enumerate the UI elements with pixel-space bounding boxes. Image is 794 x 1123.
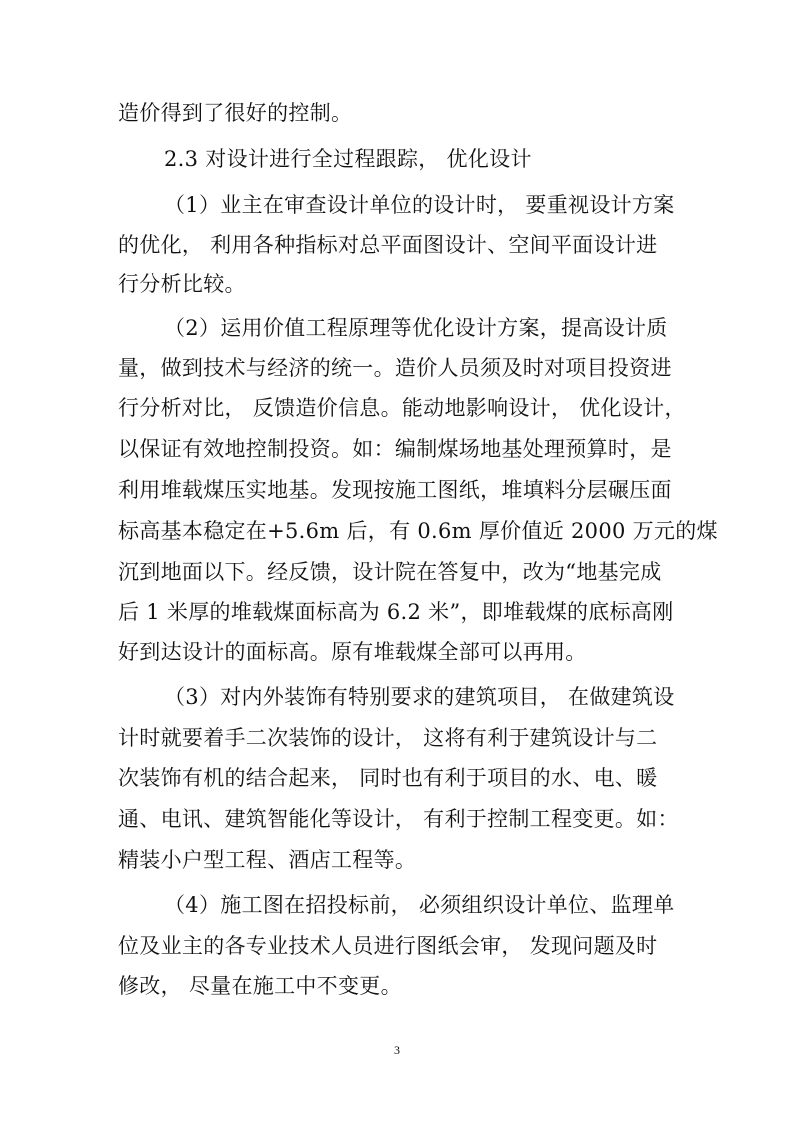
section-heading: 2.3 对设计进行全过程跟踪， 优化设计 — [164, 147, 532, 171]
paragraph-line: （3）对内外装饰有特别要求的建筑项目， 在做建筑设 — [164, 685, 675, 709]
paragraph-line: （1）业主在审查设计单位的设计时， 要重视设计方案 — [164, 193, 675, 217]
page-number: 3 — [394, 1043, 400, 1057]
paragraph-line: （4）施工图在招投标前， 必须组织设计单位、监理单 — [164, 893, 675, 917]
paragraph-line: 计时就要着手二次装饰的设计， 这将有利于建筑设计与二 — [118, 726, 658, 750]
paragraph-line: 标高基本稳定在+5.6m 后，有 0.6m 厚价值近 2000 万元的煤 — [118, 519, 718, 543]
paragraph-line: 好到达设计的面标高。原有堆载煤全部可以再用。 — [118, 640, 587, 664]
paragraph-line: 位及业主的各专业技术人员进行图纸会审， 发现问题及时 — [118, 934, 658, 958]
paragraph-line: 造价得到了很好的控制。 — [118, 101, 353, 125]
paragraph-line: 修改， 尽量在施工中不变更。 — [118, 974, 402, 998]
paragraph-line: 行分析比较。 — [118, 272, 246, 296]
paragraph-line: 的优化， 利用各种指标对总平面图设计、空间平面设计进 — [118, 233, 658, 257]
paragraph-line: 量，做到技术与经济的统一。造价人员须及时对项目投资进 — [118, 356, 672, 380]
paragraph-line: 次装饰有机的结合起来， 同时也有利于项目的水、电、暖 — [118, 766, 658, 790]
paragraph-line: 沉到地面以下。经反馈，设计院在答复中，改为“地基完成 — [118, 560, 662, 584]
paragraph-line: 利用堆载煤压实地基。发现按施工图纸，堆填料分层碾压面 — [118, 478, 672, 502]
paragraph-line: 精装小户型工程、酒店工程等。 — [118, 848, 417, 872]
paragraph-line: （2）运用价值工程原理等优化设计方案，提高设计质 — [164, 316, 668, 340]
paragraph-line: 行分析对比， 反馈造价信息。能动地影响设计， 优化设计， — [118, 396, 686, 420]
paragraph-line: 后 1 米厚的堆载煤面标高为 6.2 米”，即堆载煤的底标高刚 — [118, 600, 674, 624]
paragraph-line: 以保证有效地控制投资。如：编制煤场地基处理预算时，是 — [118, 437, 672, 461]
paragraph-line: 通、电讯、建筑智能化等设计， 有利于控制工程变更。如： — [118, 807, 679, 831]
